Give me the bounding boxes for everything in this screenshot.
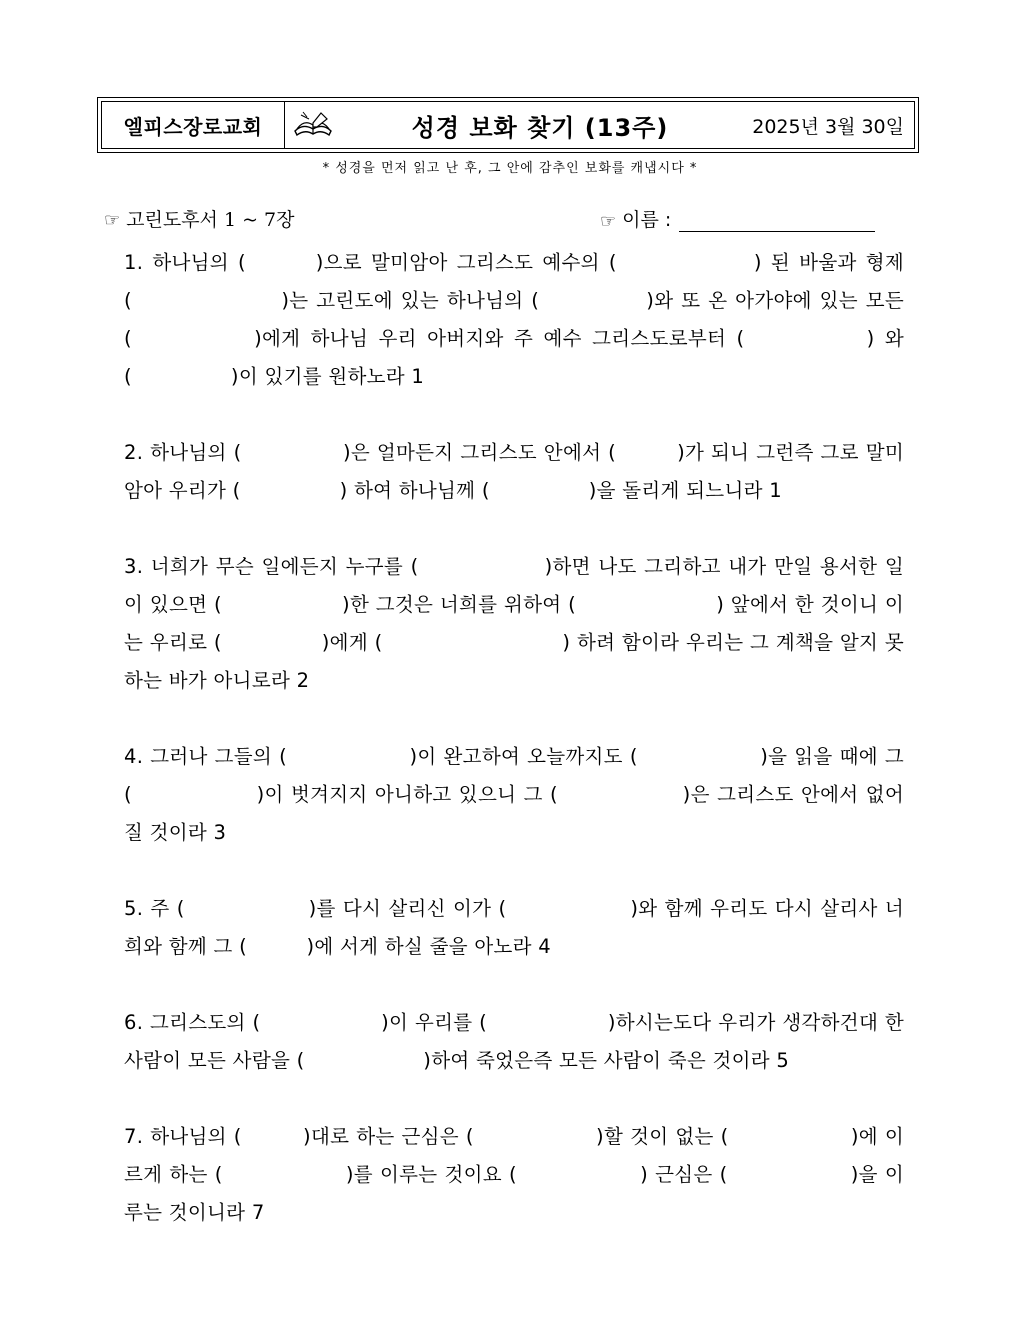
name-blank-line[interactable] — [679, 207, 875, 232]
pointing-hand-icon: ☞ — [600, 211, 617, 232]
church-name: 엘피스장로교회 — [102, 102, 285, 148]
header-inner — [101, 101, 915, 149]
name-label: 이름 : — [622, 209, 672, 231]
question-5: 5. 주 ( )를 다시 살리신 이가 ( )와 함께 우리도 다시 살리사 너희와 함께 그 ( )에 서게 하실 줄을 아노라 4 — [124, 897, 904, 958]
question-6: 6. 그리스도의 ( )이 우리를 ( )하시는도다 우리가 생각하건대 한 사람이 모든 사람을 ( )하여 죽었은즉 모든 사람이 죽은 것이라 5 — [124, 1011, 904, 1072]
name-field-row — [600, 205, 875, 232]
question-1: 1. 하나님의 ( )으로 말미암아 그리스도 예수의 ( ) 된 바울과 형제 ( )는 고린도에 있는 하나님의 ( )와 또 온 아가야에 있는 모든 ( )에게 하나님 우리 아버지와 주 예수 그리스도로부터 ( ) 와 ( )이 있기를 원하노라 1 — [124, 251, 904, 388]
page-title: 성경 보화 찾기 (13주) — [411, 113, 669, 142]
questions-list — [124, 244, 904, 1270]
question-3: 3. 너희가 무슨 일에든지 누구를 ( )하면 나도 그리하고 내가 만일 용서한 일이 있으면 ( )한 그것은 너희를 위하여 ( ) 앞에서 한 것이니 이는 우리로 ( )에게 ( ) 하려 함이라 우리는 그 계책을 알지 못하는 바가 아니로라 2 — [124, 555, 904, 692]
question-4: 4. 그러나 그들의 ( )이 완고하여 오늘까지도 ( )을 읽을 때에 그 ( )이 벗겨지지 아니하고 있으니 그 ( )은 그리스도 안에서 없어질 것이라 3 — [124, 745, 904, 844]
question-7: 7. 하나님의 ( )대로 하는 근심은 ( )할 것이 없는 ( )에 이르게 하는 ( )를 이루는 것이요 ( ) 근심은 ( )을 이루는 것이니라 7 — [124, 1125, 904, 1224]
header-box — [97, 97, 919, 153]
question-2: 2. 하나님의 ( )은 얼마든지 그리스도 안에서 ( )가 되니 그런즉 그로 말미암아 우리가 ( ) 하여 하나님께 ( )을 돌리게 되느니라 1 — [124, 441, 904, 502]
date-label: 2025년 3월 30일 — [752, 115, 904, 138]
pointing-hand-icon: ☞ — [104, 210, 121, 231]
chapter-heading — [104, 205, 294, 232]
instruction-subtitle: * 성경을 먼저 읽고 난 후, 그 안에 감추인 보화를 캐냅시다 * — [322, 161, 698, 176]
open-book-icon — [285, 109, 341, 141]
chapter-label: 고린도후서 1 ~ 7장 — [126, 209, 295, 231]
